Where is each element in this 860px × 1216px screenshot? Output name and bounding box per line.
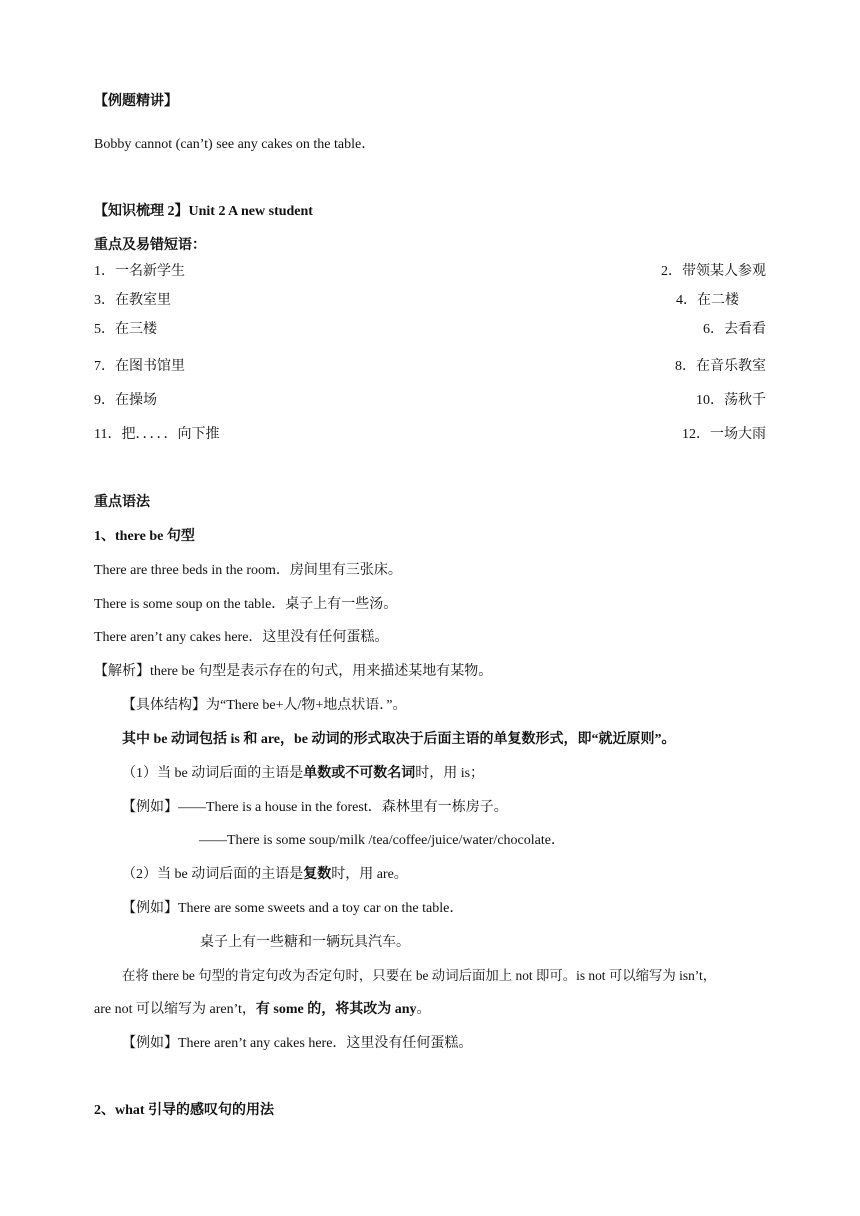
section-title xyxy=(94,203,313,221)
phrases-label: 重点及易错短语： xyxy=(94,238,206,253)
eg-2-text-a: There are some sweets and a toy car on the table． xyxy=(178,901,464,916)
eg-2-line-a xyxy=(122,900,463,918)
rule: 其中 be 动词包括 is 和 are，be 动词的形式取决于后面主语的单复数形式，即“就近原则”。 xyxy=(122,732,676,747)
phrase-left-5: 5．在三楼 xyxy=(94,322,157,337)
phrase-left-1: 1．一名新学生 xyxy=(94,264,185,279)
eg-2-line-b: 桌子上有一些糖和一辆玩具汽车。 xyxy=(200,935,410,950)
case-1-text-b: 单数或不可数名词 xyxy=(303,766,416,781)
phrase-left-11: 11．把．．．．．向下推 xyxy=(94,427,220,442)
phrase-left-3: 3．在教室里 xyxy=(94,293,171,308)
phrase-right-6: 6．去看看 xyxy=(703,322,766,337)
case-2-text-c: 时，用 are。 xyxy=(331,867,408,882)
negation-text-a: are not 可以缩写为 aren’t， xyxy=(94,1002,256,1017)
point2-cn: 引导的感叹句的用法 xyxy=(144,1103,275,1118)
example-3: There aren’t any cakes here．这里没有任何蛋糕。 xyxy=(94,630,389,645)
section-title-prefix: 【知识梳理 2】 xyxy=(94,204,189,219)
phrase-right-2: 2．带领某人参观 xyxy=(661,264,766,279)
eg-1-label: 【例如】 xyxy=(122,800,178,815)
eg-1-text-a: ——There is a house in the forest．森林里有一栋房子。 xyxy=(178,800,508,815)
case-2-text-b: 复数 xyxy=(303,867,332,882)
example-heading: 【例题精讲】 xyxy=(94,94,178,109)
phrase-right-4: 4．在二楼 xyxy=(676,293,739,308)
point2-num: 2、 xyxy=(94,1103,115,1118)
phrase-left-9: 9．在操场 xyxy=(94,393,157,408)
case-2 xyxy=(122,866,408,884)
phrase-right-8: 8．在音乐教室 xyxy=(675,359,766,374)
phrase-left-7: 7．在图书馆里 xyxy=(94,359,185,374)
point2-en: what xyxy=(115,1103,145,1118)
negation-text-b: 有 some 的，将其改为 any xyxy=(255,1002,417,1017)
eg-3-label: 【例如】 xyxy=(122,1036,178,1051)
point1-cn: 句型 xyxy=(163,529,195,544)
phrase-right-12: 12．一场大雨 xyxy=(682,427,766,442)
point1-en: there be xyxy=(115,529,164,544)
negation-text-c: 。 xyxy=(416,1002,431,1017)
analysis: 【解析】there be 句型是表示存在的句式，用来描述某地有某物。 xyxy=(94,664,493,679)
negation-line-1: 在将 there be 句型的肯定句改为否定句时，只要在 be 动词后面加上 not 即可。is not 可以缩写为 isn’t， xyxy=(122,968,717,983)
section-title-unit: Unit 2 A new student xyxy=(188,204,313,219)
point1-num: 1、 xyxy=(94,529,115,544)
phrase-right-10: 10．荡秋千 xyxy=(696,393,766,408)
case-2-text-a: （2）当 be 动词后面的主语是 xyxy=(122,867,304,882)
eg-1-line-a xyxy=(122,799,508,817)
point1-title xyxy=(94,528,195,546)
eg-1-line-b: ——There is some soup/milk /tea/coffee/juice/water/chocolate． xyxy=(199,833,565,848)
negation-line-2 xyxy=(94,1001,431,1019)
eg-3-line xyxy=(122,1035,472,1053)
case-1-text-a: （1）当 be 动词后面的主语是 xyxy=(122,766,304,781)
case-1-text-c: 时，用 is； xyxy=(415,766,485,781)
eg-3-text: There aren’t any cakes here．这里没有任何蛋糕。 xyxy=(178,1036,473,1051)
case-1 xyxy=(122,765,484,783)
structure: 【具体结构】为“There be+人/物+地点状语．”。 xyxy=(122,698,407,713)
example-1: There are three beds in the room．房间里有三张床。 xyxy=(94,563,402,578)
point2-title xyxy=(94,1102,274,1120)
eg-2-label: 【例如】 xyxy=(122,901,178,916)
example-sentence: Bobby cannot (can’t) see any cakes on the table． xyxy=(94,137,376,152)
example-2: There is some soup on the table．桌子上有一些汤。 xyxy=(94,597,398,612)
grammar-heading: 重点语法 xyxy=(94,495,150,510)
